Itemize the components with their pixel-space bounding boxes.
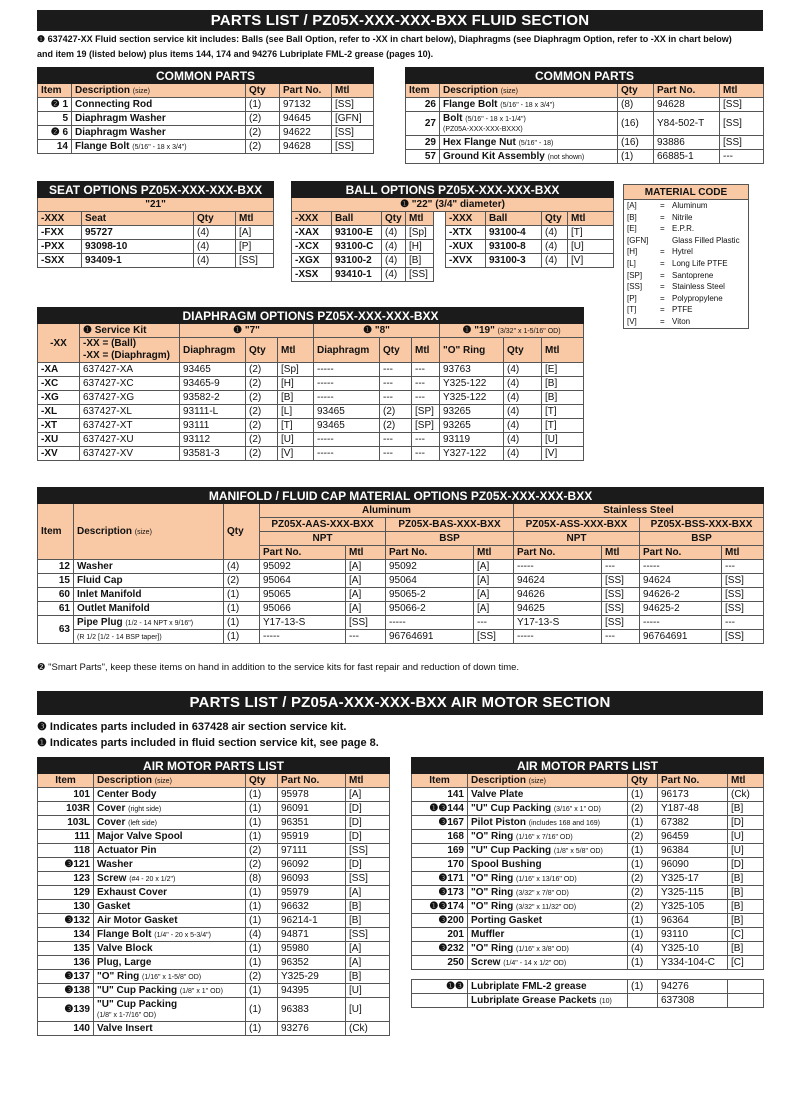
table-row: -XC 637427-XC 93465-9 (2) [H] ----- --- --- Y325-122 (4) [B] <box>38 377 584 391</box>
legend-entry: [SS] = Stainless Steel <box>627 282 725 292</box>
seat-code: "21" <box>38 198 274 212</box>
table-row: 61 Outlet Manifold (1) 95066 [A] 95066-2 [A] 94625 [SS] 94625-2 [SS] <box>38 602 764 616</box>
col-header: -XXX <box>292 212 332 226</box>
table-title: AIR MOTOR PARTS LIST <box>412 758 764 774</box>
col-header: Mtl <box>722 546 764 560</box>
table-row: 250 Screw (1/4" - 14 x 1/2" OD) (1) Y334-104-C [C] <box>412 956 764 970</box>
table-row: -FXX 95727 (4) [A] <box>38 226 274 240</box>
col-header: ❶ "19" (3/32" x 1-5/16" OD) <box>440 324 584 338</box>
col-header: Qty <box>246 338 278 363</box>
table-row: 123 Screw (#4 - 20 x 1/2") (8) 96093 [SS] <box>38 872 390 886</box>
col-header: Qty <box>628 774 658 788</box>
table-title: DIAPHRAGM OPTIONS PZ05X-XXX-XXX-BXX <box>38 308 584 324</box>
col-header: Mtl <box>236 212 274 226</box>
table-row: ❸167 Pilot Piston (includes 168 and 169) (1) 67382 [D] <box>412 816 764 830</box>
legend-entry: [GFN] Glass Filled Plastic <box>627 235 740 245</box>
table-row: 103R Cover (right side) (1) 96091 [D] <box>38 802 390 816</box>
table-row: 134 Flange Bolt (1/4" - 20 x 5-3/4") (4) 94871 [SS] <box>38 928 390 942</box>
table-row: 12 Washer (4) 95092 [A] 95092 [A] ----- --- ----- --- <box>38 560 764 574</box>
table-row: 129 Exhaust Cover (1) 95979 [A] <box>38 886 390 900</box>
table-row: 141 Valve Plate (1) 96173 (Ck) <box>412 788 764 802</box>
table-row: 57 Ground Kit Assembly (not shown) (1) 66885-1 --- <box>406 150 764 164</box>
table-row: ❸171 "O" Ring (1/16" x 13/16" OD) (2) Y325-17 [B] <box>412 872 764 886</box>
smart-parts-note: ❷ "Smart Parts", keep these items on hand in addition to the service kits for fast repair and reduction of down time. <box>37 662 520 673</box>
col-header: Diaphragm <box>314 338 380 363</box>
table-row: -XG 637427-XG 93582-2 (2) [B] ----- --- --- Y325-122 (4) [B] <box>38 391 584 405</box>
col-header: Mtl <box>346 774 390 788</box>
col-header: Part No. <box>654 84 720 98</box>
table-row: 118 Actuator Pin (2) 97111 [SS] <box>38 844 390 858</box>
table-row: -XV 637427-XV 93581-3 (2) [V] ----- --- --- Y327-122 (4) [V] <box>38 447 584 461</box>
table-row: 14 Flange Bolt (5/16" - 18 x 3/4") (2) 94628 [SS] <box>38 140 374 154</box>
air-motor-parts-right <box>411 757 763 1008</box>
col-header: Mtl <box>720 84 764 98</box>
legend-entry: [SP] = Santoprene <box>627 270 714 280</box>
table-row: 136 Plug, Large (1) 96352 [A] <box>38 956 390 970</box>
table-row: (R 1/2 [1/2 - 14 BSP taper]) (1) ----- --- 96764691 [SS] ----- --- 96764691 [SS] <box>38 630 764 644</box>
common-parts-left <box>37 67 373 154</box>
ball-options <box>291 181 613 282</box>
table-row: -XA 637427-XA 93465 (2) [Sp] ----- --- --- 93763 (4) [E] <box>38 363 584 377</box>
col-header: Part No. <box>386 546 474 560</box>
col-header: PZ05X-AAS-XXX-BXX <box>260 518 386 532</box>
col-header: Part No. <box>658 774 728 788</box>
table-row: 5 Diaphragm Washer (2) 94645 [GFN] <box>38 112 374 126</box>
table-row: 111 Major Valve Spool (1) 95919 [D] <box>38 830 390 844</box>
table-row: -SXX 93409-1 (4) [SS] <box>38 254 274 268</box>
table-row: -PXX 93098-10 (4) [P] <box>38 240 274 254</box>
col-header: Qty <box>246 84 280 98</box>
legend-entry: [B] = Nitrile <box>627 212 693 222</box>
ball-code: ❶ "22" (3/4" diameter) <box>292 198 614 212</box>
col-header: Part No. <box>640 546 722 560</box>
col-header: Item <box>38 504 74 560</box>
manifold-options <box>37 487 763 644</box>
col-header: Part No. <box>514 546 602 560</box>
col-header: Item <box>412 774 468 788</box>
table-row: ❸173 "O" Ring (3/32" x 7/8" OD) (2) Y325-115 [B] <box>412 886 764 900</box>
col-header: Qty <box>504 338 542 363</box>
col-header: -XXX <box>446 212 486 226</box>
col-header: BSP <box>640 532 764 546</box>
table-row: ❶❸174 "O" Ring (3/32" x 11/32" OD) (2) Y325-105 [B] <box>412 900 764 914</box>
col-header: Item <box>38 84 72 98</box>
col-header: BSP <box>386 532 514 546</box>
col-header: Qty <box>380 338 412 363</box>
legend-entry: [L] = Long Life PTFE <box>627 258 728 268</box>
table-row: ❶❸ Lubriplate FML-2 grease (1) 94276 <box>412 980 764 994</box>
col-header: PZ05X-ASS-XXX-BXX <box>514 518 640 532</box>
col-header: Part No. <box>260 546 346 560</box>
col-header: "O" Ring <box>440 338 504 363</box>
col-header: Mtl <box>346 546 386 560</box>
col-header: Mtl <box>278 338 314 363</box>
table-row: ❶❸144 "U" Cup Packing (3/16" x 1" OD) (2) Y187-48 [B] <box>412 802 764 816</box>
table-row: ❷ 6 Diaphragm Washer (2) 94622 [SS] <box>38 126 374 140</box>
col-header: Description (size) <box>72 84 246 98</box>
table-row: ❸138 "U" Cup Packing (1/8" x 1" OD) (1) 94395 [U] <box>38 984 390 998</box>
col-header: Qty <box>224 504 260 560</box>
legend-entry: [T] = PTFE <box>627 305 693 315</box>
table-row: ❸121 Washer (2) 96092 [D] <box>38 858 390 872</box>
table-row: ❸137 "O" Ring (1/16" x 1-5/8" OD) (2) Y325-29 [B] <box>38 970 390 984</box>
spacer <box>434 212 446 226</box>
table-row: -XGX 93100-2 (4) [B] -XVX 93100-3 (4) [V] <box>292 254 614 268</box>
col-header: -XXX <box>38 212 82 226</box>
col-header: Mtl <box>406 212 434 226</box>
table-row: ❸139 "U" Cup Packing (1/8" x 1-7/16" OD) (1) 96383 [U] <box>38 998 390 1022</box>
col-header: Mtl <box>412 338 440 363</box>
table-row: 29 Hex Flange Nut (5/16" - 18) (16) 93886 [SS] <box>406 136 764 150</box>
table-row: 169 "U" Cup Packing (1/8" x 5/8" OD) (1) 96384 [U] <box>412 844 764 858</box>
diaphragm-options <box>37 307 583 461</box>
air-motor-parts-left <box>37 757 389 1036</box>
legend-title: MATERIAL CODE <box>624 185 748 200</box>
col-header: Ball <box>332 212 382 226</box>
table-row: 101 Center Body (1) 95978 [A] <box>38 788 390 802</box>
col-header: PZ05X-BSS-XXX-BXX <box>640 518 764 532</box>
table-row: 60 Inlet Manifold (1) 95065 [A] 95065-2 [A] 94626 [SS] 94626-2 [SS] <box>38 588 764 602</box>
col-header: Stainless Steel <box>514 504 764 518</box>
col-header: Item <box>38 774 94 788</box>
table-row: 103L Cover (left side) (1) 96351 [D] <box>38 816 390 830</box>
col-header: Description (size) <box>94 774 246 788</box>
fluid-section-title: PARTS LIST / PZ05X-XXX-XXX-BXX FLUID SECTION <box>37 10 763 31</box>
table-row: 201 Muffler (1) 93110 [C] <box>412 928 764 942</box>
col-header: Mtl <box>332 84 374 98</box>
col-header: Mtl <box>568 212 614 226</box>
legend-entry: [V] = Viton <box>627 316 691 326</box>
table-title: BALL OPTIONS PZ05X-XXX-XXX-BXX <box>292 182 614 198</box>
table-title: AIR MOTOR PARTS LIST <box>38 758 390 774</box>
table-title: COMMON PARTS <box>406 68 764 84</box>
col-header: Description (size) <box>468 774 628 788</box>
col-header: ❶ Service Kit <box>80 324 180 338</box>
col-header: -XX <box>38 324 80 363</box>
col-header: Qty <box>194 212 236 226</box>
table-row: 26 Flange Bolt (5/16" - 18 x 3/4") (8) 94628 [SS] <box>406 98 764 112</box>
col-header: NPT <box>514 532 640 546</box>
fluid-kit-note: ❶ 637427-XX Fluid section service kit includes: Balls (see Ball Option, refer to -XX in chart below), Diaphragms (see Diaphragm Option, refer to -XX in chart below) <box>37 34 732 44</box>
table-row: -XSX 93410-1 (4) [SS] <box>292 268 614 282</box>
fluid-kit-note-cont: and item 19 (listed below) plus items 144, 174 and 94276 Lubriplate FML-2 grease (pages 10). <box>37 49 434 59</box>
table-row: Lubriplate Grease Packets (10) 637308 <box>412 994 764 1008</box>
col-header: NPT <box>260 532 386 546</box>
fluid-kit-ref-note: ❶ Indicates parts included in fluid section service kit, see page 8. <box>37 737 379 749</box>
col-header: Diaphragm <box>180 338 246 363</box>
material-code-legend <box>623 184 749 329</box>
col-header: Seat <box>82 212 194 226</box>
common-parts-right <box>405 67 763 164</box>
col-header: Part No. <box>280 84 332 98</box>
table-row: ❸200 Porting Gasket (1) 96364 [B] <box>412 914 764 928</box>
table-row: -XU 637427-XU 93112 (2) [U] ----- --- --- 93119 (4) [U] <box>38 433 584 447</box>
col-header: Qty <box>382 212 406 226</box>
table-title: COMMON PARTS <box>38 68 374 84</box>
col-header: -XX = (Ball) -XX = (Diaphragm) <box>80 338 180 363</box>
col-header: Description (size) <box>74 504 224 560</box>
table-row: -XT 637427-XT 93111 (2) [T] 93465 (2) [SP] 93265 (4) [T] <box>38 419 584 433</box>
col-header: Qty <box>246 774 278 788</box>
col-header: Part No. <box>278 774 346 788</box>
table-row: 140 Valve Insert (1) 93276 (Ck) <box>38 1022 390 1036</box>
air-section-title: PARTS LIST / PZ05A-XXX-XXX-BXX AIR MOTOR SECTION <box>37 691 763 715</box>
col-header: ❶ "8" <box>314 324 440 338</box>
col-header: Aluminum <box>260 504 514 518</box>
table-row: 135 Valve Block (1) 95980 [A] <box>38 942 390 956</box>
legend-entry: [P] = Polypropylene <box>627 293 723 303</box>
table-row: -XL 637427-XL 93111-L (2) [L] 93465 (2) [SP] 93265 (4) [T] <box>38 405 584 419</box>
table-row: 168 "O" Ring (1/16" x 7/16" OD) (2) 96459 [U] <box>412 830 764 844</box>
table-row: 63 Pipe Plug (1/2 - 14 NPT x 9/16") (1) Y17-13-S [SS] ----- --- Y17-13-S [SS] ----- --- <box>38 616 764 630</box>
col-header: Mtl <box>602 546 640 560</box>
col-header: ❶ "7" <box>180 324 314 338</box>
seat-options <box>37 181 273 268</box>
legend-entry: [H] = Hytrel <box>627 247 693 257</box>
col-header: Qty <box>542 212 568 226</box>
legend-entry: [E] = E.P.R. <box>627 224 695 234</box>
col-header: Ball <box>486 212 542 226</box>
col-header: Qty <box>618 84 654 98</box>
table-row: 15 Fluid Cap (2) 95064 [A] 95064 [A] 94624 [SS] 94624 [SS] <box>38 574 764 588</box>
table-title: MANIFOLD / FLUID CAP MATERIAL OPTIONS PZ05X-XXX-XXX-BXX <box>38 488 764 504</box>
table-title: SEAT OPTIONS PZ05X-XXX-XXX-BXX <box>38 182 274 198</box>
col-header: Item <box>406 84 440 98</box>
table-row: -XAX 93100-E (4) [Sp] -XTX 93100-4 (4) [T] <box>292 226 614 240</box>
col-header: Mtl <box>728 774 764 788</box>
table-row: 130 Gasket (1) 96632 [B] <box>38 900 390 914</box>
col-header: Description (size) <box>440 84 618 98</box>
air-kit-note: ❸ Indicates parts included in 637428 air section service kit. <box>37 721 347 733</box>
col-header: PZ05X-BAS-XXX-BXX <box>386 518 514 532</box>
table-row: 170 Spool Bushing (1) 96090 [D] <box>412 858 764 872</box>
table-row: ❸132 Air Motor Gasket (1) 96214-1 [B] <box>38 914 390 928</box>
table-row: -XCX 93100-C (4) [H] -XUX 93100-8 (4) [U] <box>292 240 614 254</box>
table-row: ❷ 1 Connecting Rod (1) 97132 [SS] <box>38 98 374 112</box>
legend-entry: [A] = Aluminum <box>627 201 708 210</box>
col-header: Mtl <box>474 546 514 560</box>
table-row: 27 Bolt (5/16" - 18 x 1-1/4") (PZ05A-XXX-XXX-BXXX) (16) Y84-502-T [SS] <box>406 112 764 136</box>
table-row: ❸232 "O" Ring (1/16" x 3/8" OD) (4) Y325-10 [B] <box>412 942 764 956</box>
col-header: Mtl <box>542 338 584 363</box>
